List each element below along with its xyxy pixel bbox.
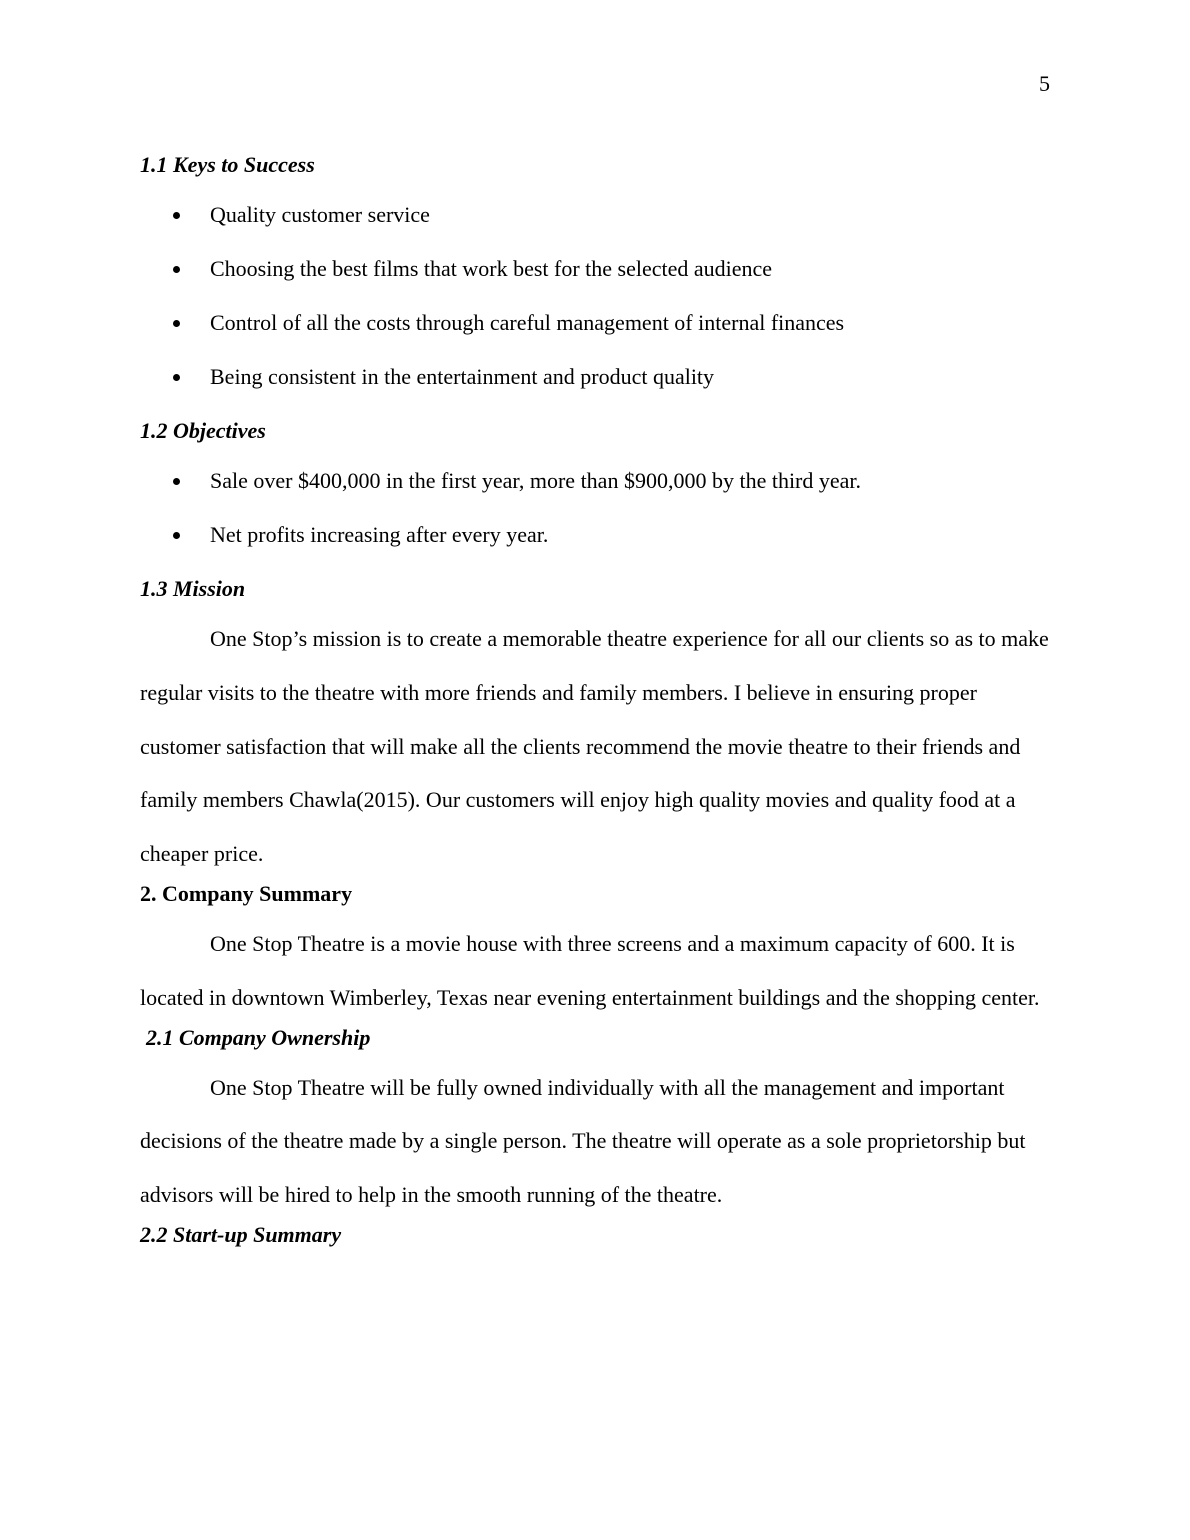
list-item-text: Control of all the costs through careful management of internal finances bbox=[210, 310, 845, 335]
heading-startup-summary: 2.2 Start-up Summary bbox=[140, 1221, 342, 1247]
list-item-text: Net profits increasing after every year. bbox=[210, 522, 549, 547]
document-body bbox=[140, 150, 1050, 1250]
list-item bbox=[140, 362, 1050, 416]
list-item bbox=[140, 520, 1050, 574]
list-item bbox=[140, 200, 1050, 254]
list-item-text: Being consistent in the entertainment and product quality bbox=[210, 364, 715, 389]
objectives-list bbox=[140, 466, 1050, 574]
heading-objectives: 1.2 Objectives bbox=[140, 418, 266, 443]
bullet-icon bbox=[173, 374, 180, 381]
list-item-text: Sale over $400,000 in the first year, more than $900,000 by the third year. bbox=[210, 468, 862, 493]
bullet-icon bbox=[173, 266, 180, 273]
list-item bbox=[140, 308, 1050, 362]
bullet-icon bbox=[173, 478, 180, 485]
company-ownership-paragraph: One Stop Theatre will be fully owned individually with all the management and important decisions of the theatre made by a single person. The theatre will operate as a sole proprietorship but advisors will be hired to help in the smooth running of the theatre. bbox=[140, 1074, 1026, 1208]
heading-company-ownership: 2.1 Company Ownership bbox=[146, 1024, 371, 1050]
keys-to-success-list bbox=[140, 200, 1050, 416]
list-item-text: Choosing the best films that work best for the selected audience bbox=[210, 256, 773, 281]
page-number: 5 bbox=[1039, 71, 1050, 96]
bullet-icon bbox=[173, 532, 180, 539]
company-summary-paragraph: One Stop Theatre is a movie house with three screens and a maximum capacity of 600. It is located in downtown Wimberley, Texas near evening entertainment buildings and the shopping center. bbox=[140, 930, 1040, 1010]
heading-mission: 1.3 Mission bbox=[140, 576, 246, 601]
mission-paragraph: One Stop’s mission is to create a memorable theatre experience for all our clients so as to make regular visits to the theatre with more friends and family members. I believe in ensuring proper customer satisfaction that will make all the clients recommend the movie theatre to their friends and family members Chawla(2015). Our customers will enjoy high quality movies and quality food at a cheaper price. bbox=[140, 626, 1049, 867]
list-item bbox=[140, 466, 1050, 520]
list-item-text: Quality customer service bbox=[210, 202, 430, 227]
bullet-icon bbox=[173, 212, 180, 219]
bullet-icon bbox=[173, 320, 180, 327]
heading-keys-to-success: 1.1 Keys to Success bbox=[140, 152, 315, 177]
heading-company-summary: 2. Company Summary bbox=[140, 880, 353, 906]
list-item bbox=[140, 254, 1050, 308]
